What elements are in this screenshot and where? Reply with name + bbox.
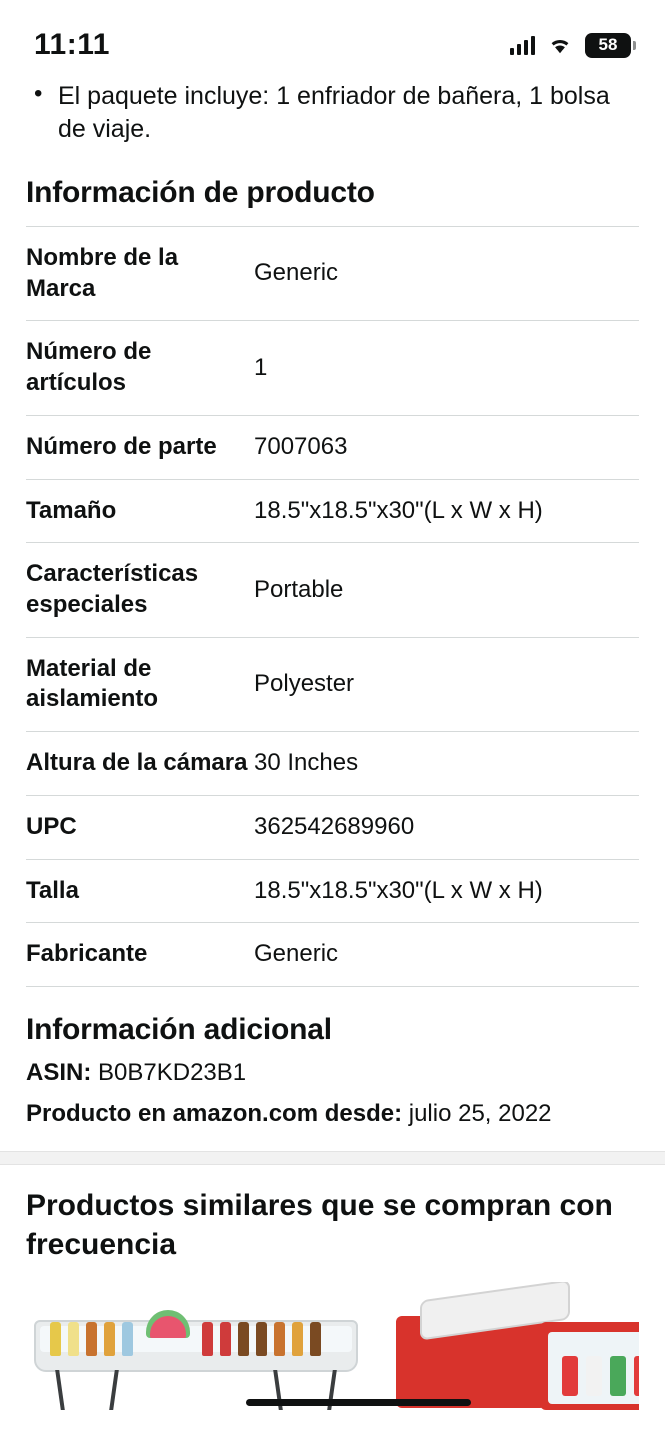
battery-level-text: 58: [598, 35, 618, 54]
available-since-value: julio 25, 2022: [408, 1100, 552, 1128]
similar-products-section: [0, 1187, 665, 1412]
table-row: [26, 479, 639, 543]
available-since-line: [26, 1098, 639, 1129]
product-information-heading: Información de producto: [26, 176, 375, 209]
table-row: [26, 923, 639, 987]
list-item[interactable]: [26, 1282, 366, 1412]
spec-label: Talla: [26, 876, 79, 904]
table-row: [26, 415, 639, 479]
spec-value: 18.5"x18.5"x30"(L x W x H): [254, 876, 543, 904]
scroll-indicator[interactable]: [246, 1399, 471, 1406]
spec-label: Número de artículos: [26, 338, 152, 397]
spec-value: Generic: [254, 940, 339, 968]
section-divider: [0, 1151, 665, 1165]
table-row: [26, 227, 639, 321]
cellular-signal-icon: [510, 35, 535, 55]
spec-label: Altura de la cámara: [26, 749, 248, 777]
asin-label: ASIN:: [26, 1059, 92, 1087]
table-row: [26, 543, 639, 637]
status-bar: [0, 0, 665, 72]
spec-label: UPC: [26, 812, 77, 840]
table-row: [26, 732, 639, 796]
spec-value: 362542689960: [254, 812, 415, 840]
product-information-table: [26, 226, 639, 987]
spec-label: Características especiales: [26, 560, 199, 619]
table-row: [26, 859, 639, 923]
spec-label: Fabricante: [26, 940, 148, 968]
table-row: [26, 321, 639, 415]
list-item[interactable]: [390, 1282, 639, 1412]
feature-bullet-list: [26, 80, 639, 146]
folding-cooler-table-product-image[interactable]: [26, 1282, 366, 1412]
spec-value: Generic: [254, 259, 339, 287]
similar-products-carousel[interactable]: [26, 1282, 639, 1412]
red-portable-cooler-product-image[interactable]: [390, 1282, 639, 1412]
spec-label: Material de aislamiento: [26, 654, 159, 713]
product-detail-content: [0, 80, 665, 1129]
available-since-label: Producto en amazon.com desde:: [26, 1100, 403, 1128]
table-row: [26, 637, 639, 731]
status-bar-clock: 11:11: [34, 28, 110, 61]
spec-label: Tamaño: [26, 496, 117, 524]
spec-value: 7007063: [254, 432, 348, 460]
spec-label: Número de parte: [26, 432, 217, 460]
spec-value: 18.5"x18.5"x30"(L x W x H): [254, 496, 543, 524]
spec-label: Nombre de la Marca: [26, 244, 179, 302]
wifi-icon: [547, 35, 573, 55]
additional-information-heading: Información adicional: [26, 1013, 332, 1047]
asin-value: B0B7KD23B1: [98, 1059, 247, 1087]
table-row: [26, 795, 639, 859]
spec-value: 1: [254, 353, 268, 381]
asin-line: [26, 1057, 639, 1088]
spec-value: Polyester: [254, 670, 355, 698]
similar-products-heading: Productos similares que se compran con frecuencia: [26, 1189, 613, 1261]
status-bar-indicators: [510, 33, 631, 58]
spec-value: 30 Inches: [254, 749, 359, 777]
spec-value: Portable: [254, 575, 344, 603]
battery-icon: [585, 33, 631, 58]
list-item: • El paquete incluye: 1 enfriador de bañera, 1 bolsa de viaje.: [26, 80, 639, 146]
